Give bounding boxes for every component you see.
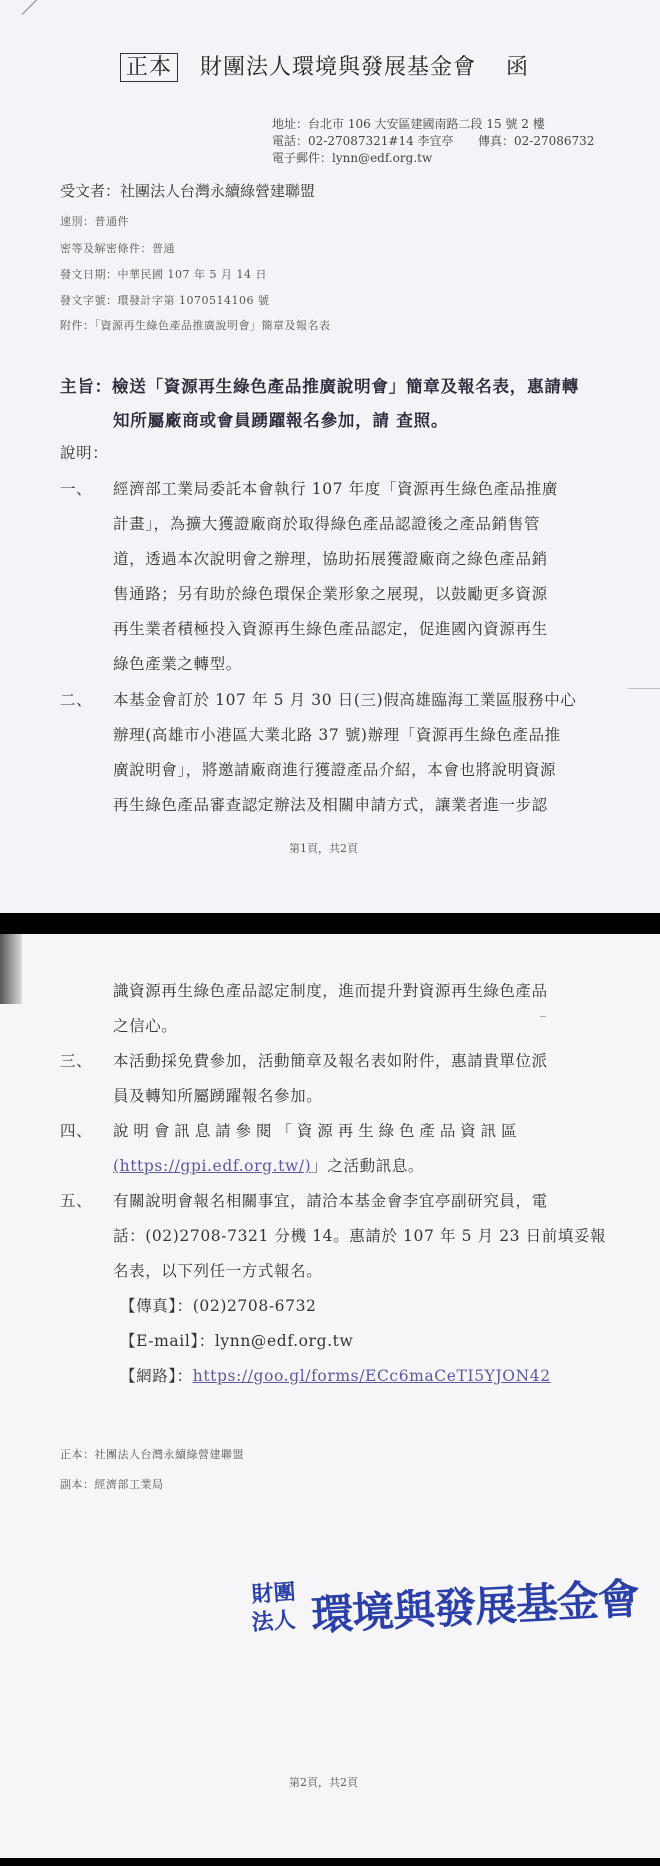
item-1-line: 售通路；另有助於綠色環保企業形象之展現，以鼓勵更多資源	[113, 585, 548, 603]
item-1-line: 計畫」，為擴大獲證廠商於取得綠色產品認證後之產品銷售管	[113, 515, 540, 533]
secrecy-level: 密等及解密條件：普通	[60, 242, 175, 255]
item-2-line: 辦理(高雄市小港區大業北路 37 號)辦理「資源再生綠色產品推	[113, 726, 561, 744]
item-5-number: 五、	[60, 1192, 93, 1210]
item-1-line: 經濟部工業局委託本會執行 107 年度「資源再生綠色產品推廣	[113, 480, 558, 498]
email-contact: 【E-mail】：lynn@edf.org.tw	[120, 1332, 354, 1350]
cc-main: 正本：社團法人台灣永續綠營建聯盟	[60, 1448, 244, 1461]
document-page-2	[0, 934, 660, 1858]
cc-copy: 副本：經濟部工業局	[60, 1478, 164, 1491]
item-5-line: 話：(02)2708-7321 分機 14。惠請於 107 年 5 月 23 日前填妥報	[113, 1227, 607, 1245]
subject-line-2: 知所屬廠商或會員踴躍報名參加，請 查照。	[113, 411, 449, 430]
svg-text:環境與發展基金會: 環境與發展基金會	[309, 1573, 641, 1640]
email: 電子郵件：lynn@edf.org.tw	[272, 151, 433, 165]
svg-text:財團: 財團	[250, 1578, 297, 1608]
item-5-line: 名表，以下列任一方式報名。	[113, 1262, 323, 1280]
original-copy-box: 正本	[120, 53, 178, 82]
svg-text:法人: 法人	[250, 1606, 297, 1636]
web-contact	[120, 1359, 551, 1394]
item-4-line-2	[113, 1149, 424, 1184]
org-title: 財團法人環境與發展基金會	[200, 55, 477, 80]
attachment: 附件：「資源再生綠色產品推廣說明會」簡章及報名表	[60, 319, 331, 332]
item-2-line: 廣說明會」，將邀請廠商進行獲證產品介紹，本會也將說明資源	[113, 761, 557, 779]
recipient: 受文者：社團法人台灣永續綠營建聯盟	[60, 182, 316, 200]
item-1-line: 再生業者積極投入資源再生綠色產品認定，促進國內資源再生	[113, 620, 548, 638]
doc-type: 函	[506, 55, 530, 80]
item-2-continued: 之信心。	[113, 1017, 178, 1035]
item-1-line: 道，透過本次說明會之辦理，協助拓展獲證廠商之綠色產品銷	[113, 550, 548, 568]
item-2-line: 再生綠色產品審查認定辦法及相關申請方式，讓業者進一步認	[113, 796, 548, 814]
scan-edge-mark	[628, 688, 660, 689]
gpi-link[interactable]: (https://gpi.edf.org.tw/)	[113, 1157, 312, 1175]
doc-number: 發文字號：環發計字第 1070514106 號	[60, 294, 270, 307]
item-2-number: 二、	[60, 691, 93, 709]
item-3-line: 本活動採免費參加，活動簡章及報名表如附件，惠請貴單位派	[113, 1052, 548, 1070]
page-number: 第2頁，共2頁	[289, 1776, 358, 1789]
page-number: 第1頁，共2頁	[289, 842, 358, 855]
item-3-line: 員及轉知所屬踴躍報名參加。	[113, 1087, 323, 1105]
official-seal-stamp	[250, 1573, 641, 1640]
item-4-line: 說 明 會 訊 息 請 參 閱 「 資 源 再 生 綠 色 產 品 資 訊 區	[113, 1122, 517, 1140]
document-page-1	[0, 0, 660, 913]
form-link[interactable]: https://goo.gl/forms/ECc6maCeTI5YJON42	[192, 1367, 551, 1385]
issue-date: 發文日期：中華民國 107 年 5 月 14 日	[60, 268, 267, 281]
scan-shadow	[0, 934, 22, 1004]
item-3-number: 三、	[60, 1052, 93, 1070]
delivery-type: 速別：普通件	[60, 215, 129, 228]
address: 地址：台北市 106 大安區建國南路二段 15 號 2 樓	[272, 117, 545, 131]
seal-stamp-graphic	[250, 1573, 641, 1640]
phone: 電話：02-27087321#14 李宜亭	[272, 134, 454, 148]
item-4-number: 四、	[60, 1122, 93, 1140]
explain-label: 說明：	[60, 444, 109, 462]
subject-line-1: 主旨：檢送「資源再生綠色產品推廣說明會」簡章及報名表，惠請轉	[60, 377, 579, 396]
item-4-suffix: 」之活動訊息。	[311, 1157, 425, 1175]
fax: 傳真：02-27086732	[478, 134, 595, 148]
item-2-line: 本基金會訂於 107 年 5 月 30 日(三)假高雄臨海工業區服務中心	[113, 691, 577, 709]
fax-contact: 【傳真】：(02)2708-6732	[120, 1297, 317, 1315]
scan-mark	[22, 0, 41, 15]
item-1-line: 綠色產業之轉型。	[113, 655, 242, 673]
item-2-continued: 識資源再生綠色產品認定制度，進而提升對資源再生綠色產品	[113, 982, 548, 1000]
letterhead	[120, 50, 529, 81]
web-label: 【網路】：	[120, 1367, 193, 1385]
item-5-line: 有關說明會報名相關事宜，請洽本基金會李宜亭副研究員，電	[113, 1192, 548, 1210]
scan-dot	[540, 1016, 546, 1017]
item-1-number: 一、	[60, 480, 93, 498]
